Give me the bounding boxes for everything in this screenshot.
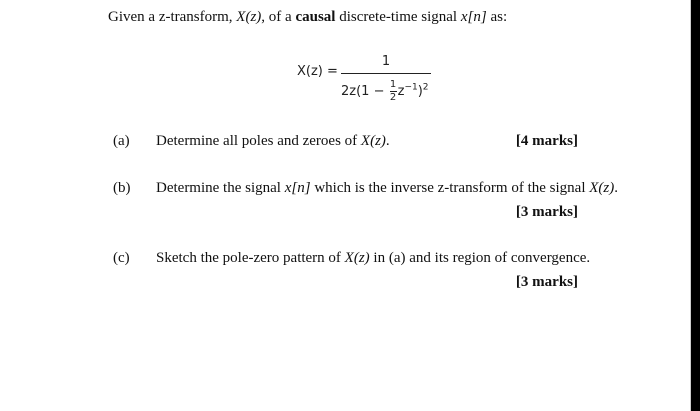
part-b-text-2: which is the inverse z-transform of the signal xyxy=(310,180,590,196)
part-c-math: X(z) xyxy=(344,250,370,266)
equation-lhs: X(z) = xyxy=(297,64,338,79)
den-half-fraction xyxy=(390,80,397,103)
part-c-text xyxy=(156,250,590,267)
part-a-marks: [4 marks] xyxy=(515,133,578,149)
den-exponent-2: 2 xyxy=(422,82,429,93)
half-denominator: 2 xyxy=(389,92,397,103)
part-c-text-2: in (a) and its region of convergence. xyxy=(369,250,591,266)
den-close: ) xyxy=(417,84,423,99)
part-a-label: (a) xyxy=(113,133,130,149)
part-a-text-2: . xyxy=(385,133,390,149)
part-c-label: (c) xyxy=(113,250,130,266)
half-numerator: 1 xyxy=(389,79,397,90)
part-c-marks: [3 marks] xyxy=(515,274,578,290)
fraction-bar xyxy=(341,73,431,74)
den-exponent-1: −1 xyxy=(404,82,418,93)
part-c-text-1: Sketch the pole-zero pattern of xyxy=(156,250,345,266)
equation-numerator: 1 xyxy=(381,54,391,69)
question-intro xyxy=(108,9,507,26)
part-b-text-3: . xyxy=(614,180,618,196)
intro-text-2: , of a xyxy=(261,9,296,25)
intro-bold-causal: causal xyxy=(295,9,336,25)
den-prefix: 2z(1 − xyxy=(341,84,389,99)
part-a-text-1: Determine all poles and zeroes of xyxy=(156,133,361,149)
part-b-text xyxy=(156,180,618,197)
part-b-marks: [3 marks] xyxy=(515,204,578,220)
equation-fraction xyxy=(341,54,431,102)
part-a-text xyxy=(156,133,390,150)
part-b-text-1: Determine the signal xyxy=(156,180,285,196)
part-a-math: X(z) xyxy=(360,133,386,149)
equation-denominator xyxy=(341,80,429,103)
part-b-math-1: x[n] xyxy=(284,180,311,196)
intro-math-xn: x[n] xyxy=(460,9,487,25)
den-z: z xyxy=(397,84,405,99)
intro-text-4: as: xyxy=(486,9,508,25)
intro-text-3: discrete-time signal xyxy=(335,9,461,25)
part-b-math-2: X(z) xyxy=(589,180,615,196)
part-b-label: (b) xyxy=(113,180,131,196)
intro-math-xz: X(z) xyxy=(236,9,262,25)
intro-text-1: Given a z-transform, xyxy=(108,9,237,25)
